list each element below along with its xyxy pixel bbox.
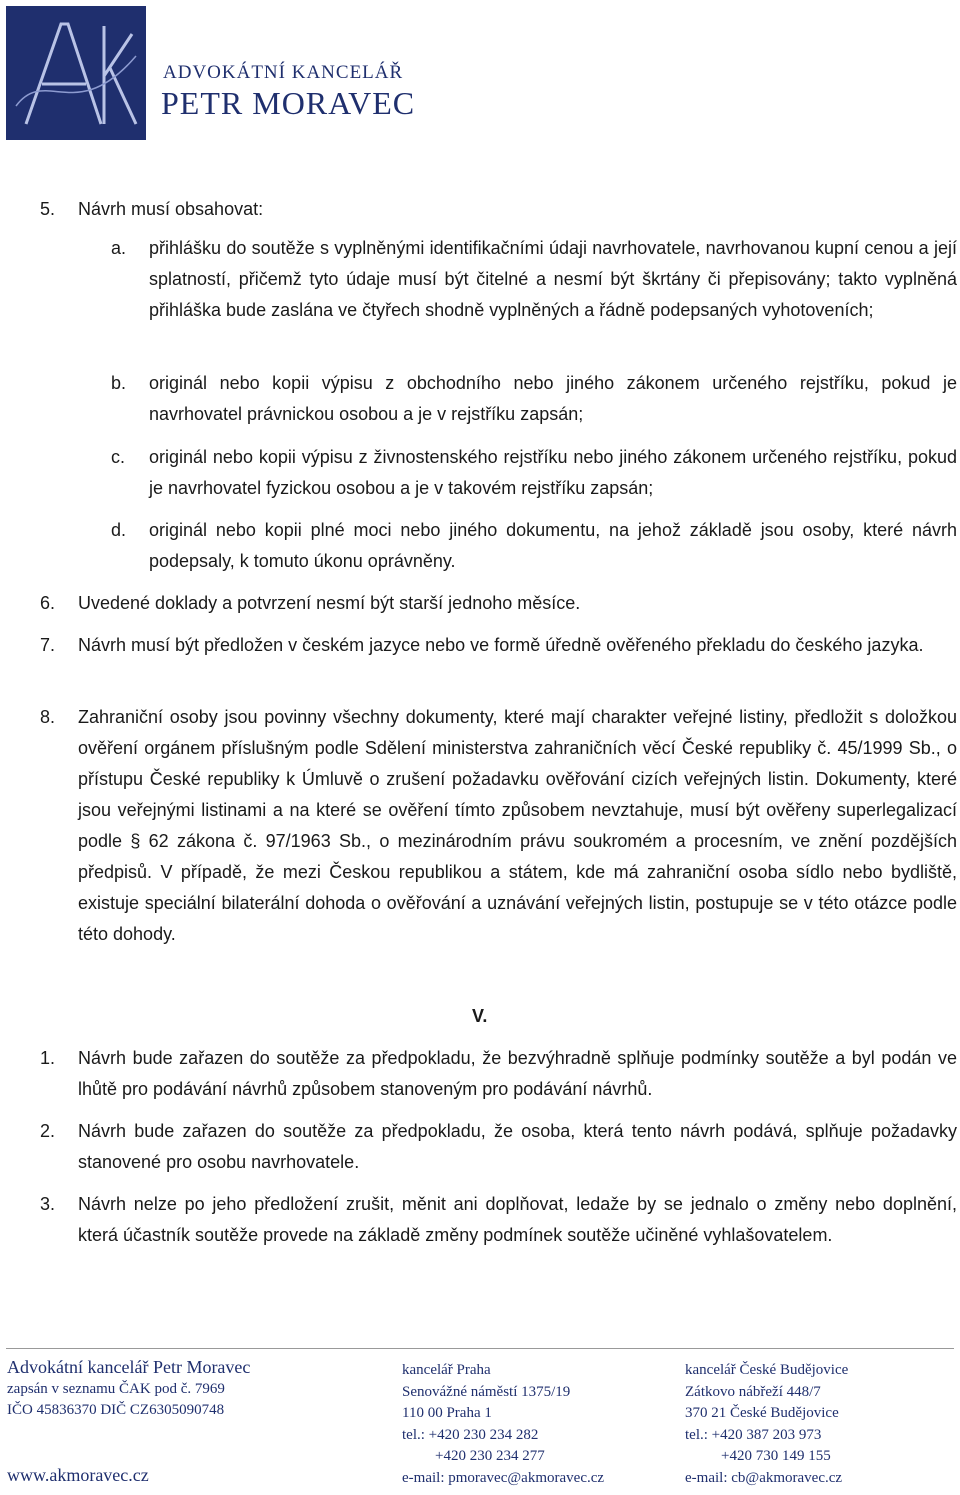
footer-phone: tel.: +420 230 234 282	[402, 1426, 539, 1443]
section5-number: 5.	[40, 199, 56, 219]
point-text: Návrh bude zařazen do soutěže za předpokladu, že osoba, která tento návrh podává, splňuje požadavky stanovené pro osobu navrhovatele.	[78, 1121, 957, 1172]
footer-phone: tel.: +420 387 203 973	[685, 1426, 822, 1443]
point-marker: 3.	[40, 1194, 56, 1214]
list-item-text: originál nebo kopii výpisu z živnostenského rejstříku nebo jiného zákonem určeného rejstříku, pokud je navrhovatel fyzickou osobou a je v takovém rejstříku zapsán;	[149, 447, 957, 498]
footer-address: Zátkovo nábřeží 448/7	[685, 1383, 821, 1400]
section-v-heading: V.	[472, 1006, 488, 1026]
footer-address: Senovážné náměstí 1375/19	[402, 1383, 571, 1400]
footer-phone-2: +420 730 149 155	[721, 1448, 831, 1464]
footer-office-title: kancelář Praha	[402, 1362, 491, 1378]
footer-ids: IČO 45836370 DIČ CZ6305090748	[7, 1402, 225, 1418]
footer-email-link[interactable]: e-mail: cb@akmoravec.cz	[685, 1469, 843, 1486]
footer-registration: zapsán v seznamu ČAK pod č. 7969	[7, 1380, 225, 1397]
item-marker: d.	[111, 520, 127, 540]
footer-city: 110 00 Praha 1	[402, 1405, 492, 1421]
point-marker: 6.	[40, 593, 56, 613]
footer-divider	[6, 1348, 954, 1349]
logo-monogram-icon	[6, 6, 146, 140]
list-item-text: originál nebo kopii plné moci nebo jiného dokumentu, na jehož základě jsou osoby, které návrh podepsaly, k tomuto úkonu oprávněny.	[149, 520, 957, 571]
point-text: Návrh nelze po jeho předložení zrušit, měnit ani doplňovat, ledaže by se jednalo o změny nebo doplnění, která účastník soutěže provede na základě změny podmínek soutěže učiněné vyhlašovatelem.	[78, 1194, 957, 1245]
list-item-text: originál nebo kopii výpisu z obchodního nebo jiného zákonem určeného rejstříku, pokud je navrhovatel právnickou osobou a je v rejstříku zapsán;	[149, 373, 957, 424]
point-marker: 8.	[40, 707, 56, 727]
item-marker: c.	[111, 447, 126, 467]
list-item-text: přihlášku do soutěže s vyplněnými identifikačními údaji navrhovatele, navrhovanou kupní cenou a její splatností, přičemž tyto údaje musí být čitelné a nesmí být škrtány či přepisovány; takto vyplněná přihláška bude zaslána ve čtyřech shodně vyplněných a řádně podepsaných vyhotoveních;	[149, 238, 957, 320]
footer-office-title: kancelář České Budějovice	[685, 1362, 849, 1378]
point-marker: 2.	[40, 1121, 56, 1141]
point-marker: 1.	[40, 1048, 56, 1068]
footer-col-cb	[685, 1360, 848, 1489]
point-text: Návrh bude zařazen do soutěže za předpokladu, že bezvýhradně splňuje podmínky soutěže a byl podán ve lhůtě pro podávání návrhů způsobem stanoveným pro podávání návrhů.	[78, 1048, 957, 1099]
firm-name-line2: PETR MORAVEC	[161, 85, 416, 121]
point-text: Návrh musí být předložen v českém jazyce nebo ve formě úředně ověřeného překladu do českého jazyka.	[78, 635, 924, 655]
firm-logo	[6, 6, 146, 140]
footer-firm-name: Advokátní kancelář Petr Moravec	[7, 1357, 251, 1377]
point-marker: 7.	[40, 635, 56, 655]
footer-website-link[interactable]: www.akmoravec.cz	[7, 1464, 149, 1485]
firm-name-line1: ADVOKÁTNÍ KANCELÁŘ	[163, 62, 404, 83]
footer-phone-2: +420 230 234 277	[435, 1448, 545, 1464]
footer-col-praha	[402, 1360, 604, 1489]
section5-heading: Návrh musí obsahovat:	[78, 199, 264, 219]
footer-col-firm	[7, 1357, 250, 1486]
point-text: Zahraniční osoby jsou povinny všechny dokumenty, které mají charakter veřejné listiny, předložit s doložkou ověření orgánem příslušným podle Sdělení ministerstva zahraničních věcí České republiky č. 45/1999 Sb., o přístupu České republiky k Úmluvě o zrušení požadavku ověřování cizích veřejných listin. Dokumenty, které jsou veřejnými listinami a na které se ověření tímto způsobem nevztahuje, musí být ověřeny superlegalizací podle § 62 zákona č. 97/1963 Sb., o mezinárodním právu soukromém a procesním, ve znění pozdějších předpisů. V případě, že mezi Českou republikou a státem, kde má zahraniční osoba sídlo nebo bydliště, existuje speciální bilaterální dohoda o ověřování a uznávání veřejných listin, postupuje se v této otázce podle této dohody.	[78, 707, 957, 944]
point-text: Uvedené doklady a potvrzení nesmí být starší jednoho měsíce.	[78, 593, 581, 613]
footer-city: 370 21 České Budějovice	[685, 1405, 839, 1421]
footer-email-link[interactable]: e-mail: pmoravec@akmoravec.cz	[402, 1469, 605, 1486]
item-marker: a.	[111, 238, 127, 258]
item-marker: b.	[111, 373, 127, 393]
